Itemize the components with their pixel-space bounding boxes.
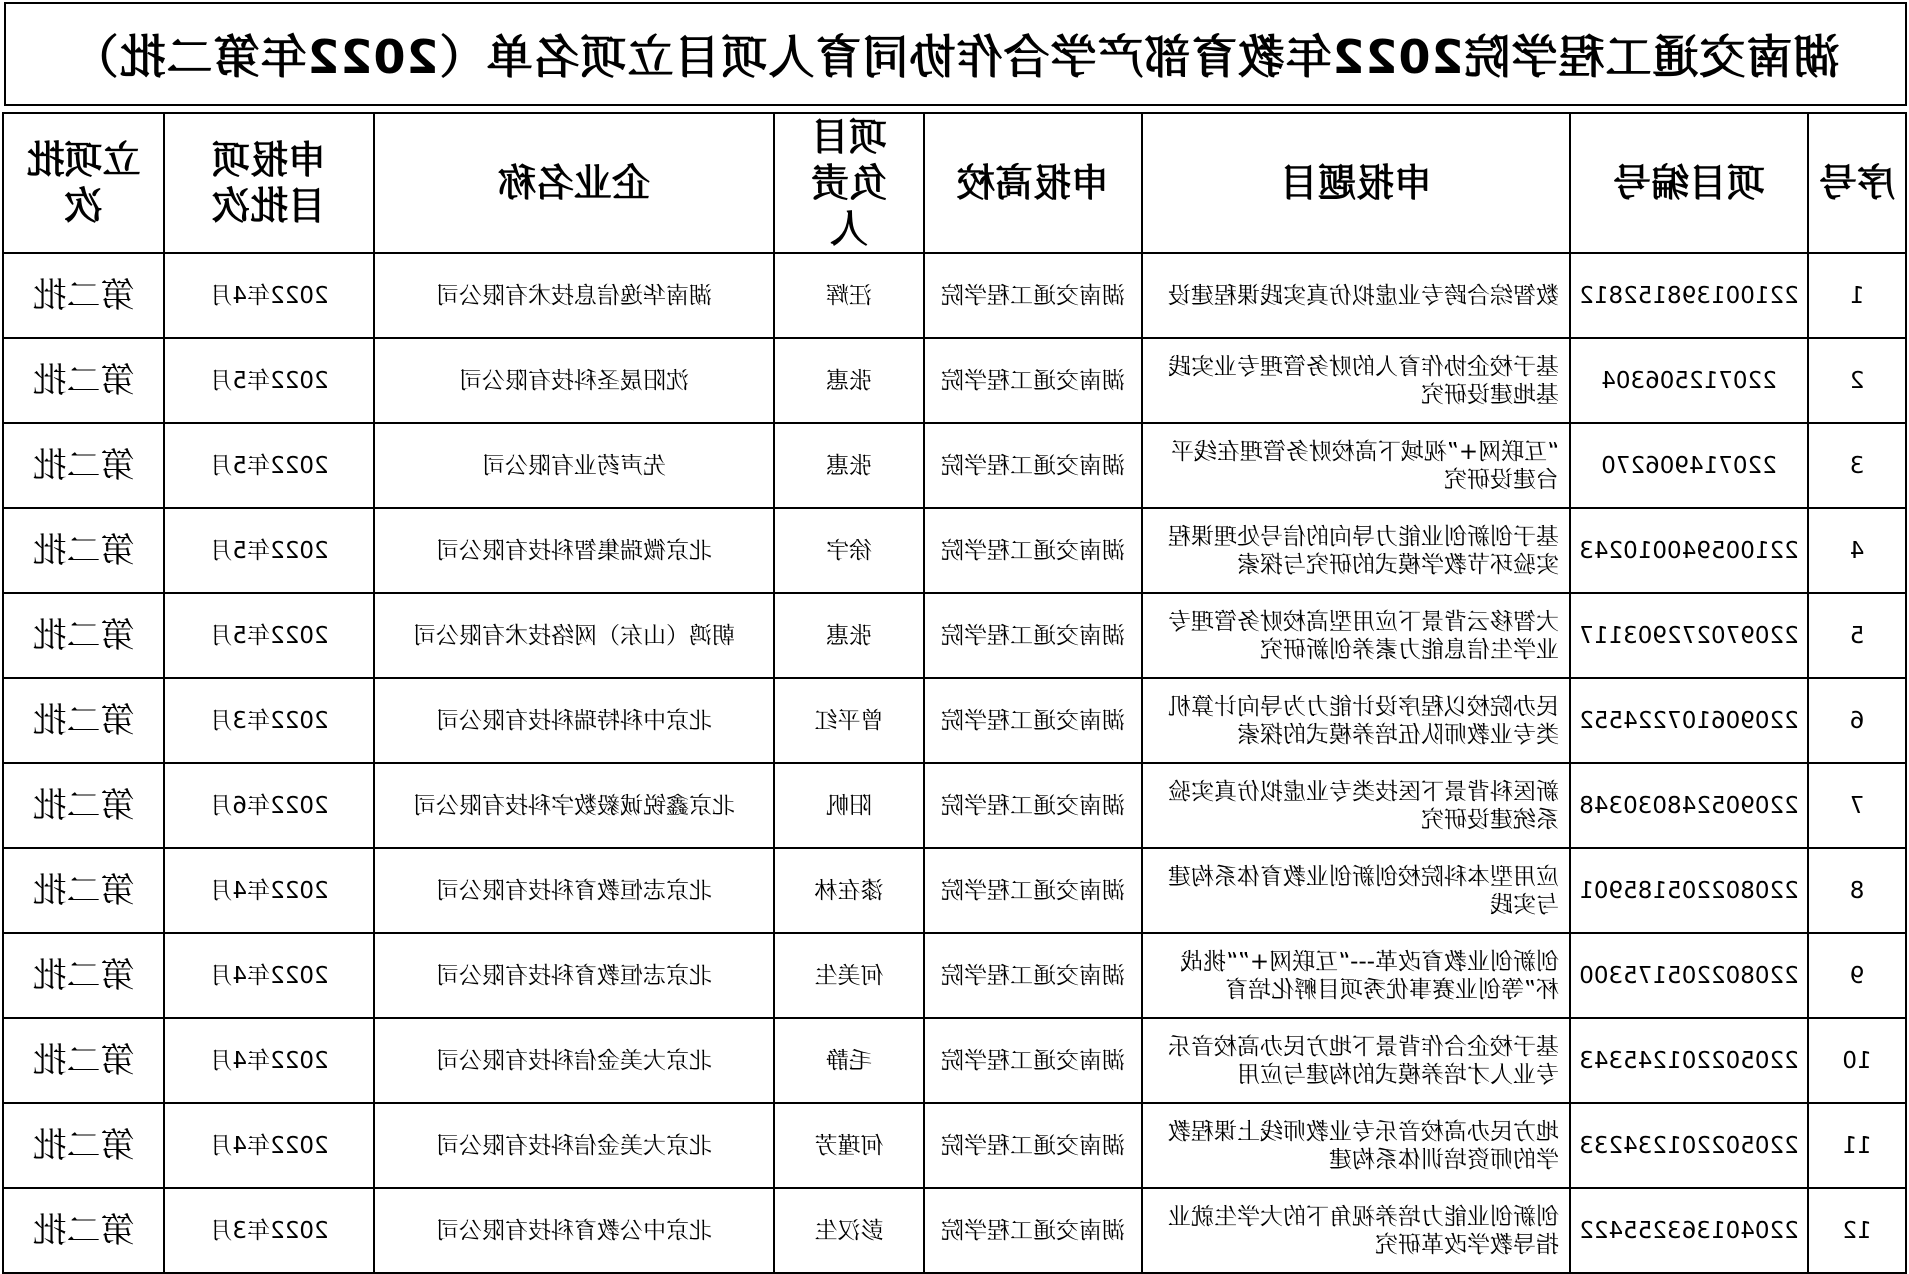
school-cell: 湖南交通工程学院: [924, 678, 1142, 763]
seq-cell: 7: [1808, 763, 1906, 848]
leader-cell: 漆在林: [774, 848, 924, 933]
leader-cell: 阳帆: [774, 763, 924, 848]
apply-batch-cell: 2022年4月: [164, 1103, 374, 1188]
project-no-cell: 221001398152812: [1570, 253, 1808, 338]
table-row: [3, 593, 1906, 678]
seq-cell: 11: [1808, 1103, 1906, 1188]
approval-batch-cell: 第二批: [3, 253, 164, 338]
leader-cell: 张惠: [774, 423, 924, 508]
leader-cell: 曾平红: [774, 678, 924, 763]
company-cell: 朝鸿（山东）网络技术有限公司: [374, 593, 774, 678]
company-cell: 北京中公教育科技有限公司: [374, 1188, 774, 1273]
table-row: [3, 253, 1906, 338]
apply-batch-cell: 2022年5月: [164, 593, 374, 678]
seq-cell: 9: [1808, 933, 1906, 1018]
company-cell: 北京鑫锐诚毅数字科技有限公司: [374, 763, 774, 848]
project-no-cell: 220802205175300: [1570, 933, 1808, 1018]
topic-cell: 数智综合跨专业虚拟仿真实践课程建设: [1142, 253, 1570, 338]
project-no-cell: 220712506304: [1570, 338, 1808, 423]
apply-batch-cell: 2022年5月: [164, 338, 374, 423]
company-cell: 北京中科特瑞科技有限公司: [374, 678, 774, 763]
table-row: [3, 508, 1906, 593]
table-row: [3, 1018, 1906, 1103]
topic-cell: 新医科背景下医技类专业虚拟仿真实验系统建设研究: [1142, 763, 1570, 848]
school-cell: 湖南交通工程学院: [924, 338, 1142, 423]
leader-cell: 何瑾芳: [774, 1103, 924, 1188]
table-row: [3, 848, 1906, 933]
leader-cell: 张惠: [774, 593, 924, 678]
approval-batch-cell: 第二批: [3, 1018, 164, 1103]
project-table: [2, 112, 1907, 1274]
company-cell: 沈阳晟圣科技有限公司: [374, 338, 774, 423]
header-leader: 项目负责人: [774, 113, 924, 253]
project-no-cell: 220802205185901: [1570, 848, 1808, 933]
project-no-cell: 220905248030348: [1570, 763, 1808, 848]
apply-batch-cell: 2022年5月: [164, 423, 374, 508]
apply-batch-cell: 2022年3月: [164, 1188, 374, 1273]
school-cell: 湖南交通工程学院: [924, 508, 1142, 593]
project-no-cell: 220970272903117: [1570, 593, 1808, 678]
company-cell: 北京大美金信科技有限公司: [374, 1018, 774, 1103]
project-no-cell: 220714906270: [1570, 423, 1808, 508]
seq-cell: 10: [1808, 1018, 1906, 1103]
topic-cell: 创新创业教育改革---“互联网+”“挑战杯”等创业赛事优秀项目孵化培育: [1142, 933, 1570, 1018]
topic-cell: 应用型本科院校创新创业教育体系构建与实践: [1142, 848, 1570, 933]
apply-batch-cell: 2022年4月: [164, 253, 374, 338]
table-row: [3, 338, 1906, 423]
seq-cell: 2: [1808, 338, 1906, 423]
header-seq: 序号: [1808, 113, 1906, 253]
company-cell: 先声药业有限公司: [374, 423, 774, 508]
header-company: 企业名称: [374, 113, 774, 253]
table-row: [3, 763, 1906, 848]
leader-cell: 毛静: [774, 1018, 924, 1103]
approval-batch-cell: 第二批: [3, 1188, 164, 1273]
company-cell: 北京志恒教育科技有限公司: [374, 933, 774, 1018]
table-body: [3, 253, 1906, 1273]
approval-batch-cell: 第二批: [3, 763, 164, 848]
seq-cell: 4: [1808, 508, 1906, 593]
apply-batch-cell: 2022年3月: [164, 678, 374, 763]
title-banner: [4, 2, 1907, 106]
school-cell: 湖南交通工程学院: [924, 1103, 1142, 1188]
table-row: [3, 678, 1906, 763]
seq-cell: 5: [1808, 593, 1906, 678]
company-cell: 北京微瑞集智科技有限公司: [374, 508, 774, 593]
seq-cell: 12: [1808, 1188, 1906, 1273]
approval-batch-cell: 第二批: [3, 423, 164, 508]
approval-batch-cell: 第二批: [3, 508, 164, 593]
topic-cell: 大智移云背景下应用型高校财务管理专业学生信息能力素养创新研究: [1142, 593, 1570, 678]
topic-cell: 民办院校以程序设计能力为导向计算机类专业教师队伍培养模式的探索: [1142, 678, 1570, 763]
school-cell: 湖南交通工程学院: [924, 933, 1142, 1018]
school-cell: 湖南交通工程学院: [924, 593, 1142, 678]
topic-cell: 基于校企合作背景下地方民办高校音乐专业人才培养模式的构建与应用: [1142, 1018, 1570, 1103]
approval-batch-cell: 第二批: [3, 848, 164, 933]
school-cell: 湖南交通工程学院: [924, 423, 1142, 508]
project-no-cell: 220502201245343: [1570, 1018, 1808, 1103]
company-cell: 湖南华逸信息技术有限公司: [374, 253, 774, 338]
company-cell: 北京志恒教育科技有限公司: [374, 848, 774, 933]
school-cell: 湖南交通工程学院: [924, 253, 1142, 338]
table-row: [3, 933, 1906, 1018]
topic-cell: 地方民办高校音乐专业教师线上课程教学的师资培训体系构建: [1142, 1103, 1570, 1188]
header-approval-batch: 立项批次: [3, 113, 164, 253]
project-no-cell: 220401363255422: [1570, 1188, 1808, 1273]
approval-batch-cell: 第二批: [3, 933, 164, 1018]
leader-cell: 徐宇: [774, 508, 924, 593]
topic-cell: 创新创业能力培养视角下的大学生就业指导教学改革研究: [1142, 1188, 1570, 1273]
leader-cell: 汪辉: [774, 253, 924, 338]
school-cell: 湖南交通工程学院: [924, 1018, 1142, 1103]
header-apply-batch: 申报项目批次: [164, 113, 374, 253]
seq-cell: 3: [1808, 423, 1906, 508]
approval-batch-cell: 第二批: [3, 593, 164, 678]
header-topic: 申报题目: [1142, 113, 1570, 253]
apply-batch-cell: 2022年4月: [164, 848, 374, 933]
topic-cell: 基于创新创业能力导向的信号处理课程实验环节教学模式的研究与探索: [1142, 508, 1570, 593]
leader-cell: 张惠: [774, 338, 924, 423]
header-school: 申报高校: [924, 113, 1142, 253]
header-project-no: 项目编号: [1570, 113, 1808, 253]
table-row: [3, 423, 1906, 508]
approval-batch-cell: 第二批: [3, 1103, 164, 1188]
approval-batch-cell: 第二批: [3, 678, 164, 763]
leader-cell: 何美生: [774, 933, 924, 1018]
apply-batch-cell: 2022年4月: [164, 933, 374, 1018]
school-cell: 湖南交通工程学院: [924, 763, 1142, 848]
table-row: [3, 1103, 1906, 1188]
project-no-cell: 221005940010243: [1570, 508, 1808, 593]
seq-cell: 6: [1808, 678, 1906, 763]
company-cell: 北京大美金信科技有限公司: [374, 1103, 774, 1188]
table-row: [3, 1188, 1906, 1273]
project-no-cell: 220906107224552: [1570, 678, 1808, 763]
apply-batch-cell: 2022年4月: [164, 1018, 374, 1103]
seq-cell: 8: [1808, 848, 1906, 933]
topic-cell: “互联网+”视域下高校财务管理在线平台建设研究: [1142, 423, 1570, 508]
apply-batch-cell: 2022年6月: [164, 763, 374, 848]
leader-cell: 彭汉生: [774, 1188, 924, 1273]
school-cell: 湖南交通工程学院: [924, 1188, 1142, 1273]
topic-cell: 基于校企协作育人的财务管理专业实践基地建设研究: [1142, 338, 1570, 423]
school-cell: 湖南交通工程学院: [924, 848, 1142, 933]
document-title: 湖南交通工程学院2022年教育部产学合作协同育人项目立项名单（2022年第二批）: [71, 30, 1840, 84]
seq-cell: 1: [1808, 253, 1906, 338]
project-no-cell: 220502201234233: [1570, 1103, 1808, 1188]
apply-batch-cell: 2022年5月: [164, 508, 374, 593]
header-row: [3, 113, 1906, 253]
approval-batch-cell: 第二批: [3, 338, 164, 423]
